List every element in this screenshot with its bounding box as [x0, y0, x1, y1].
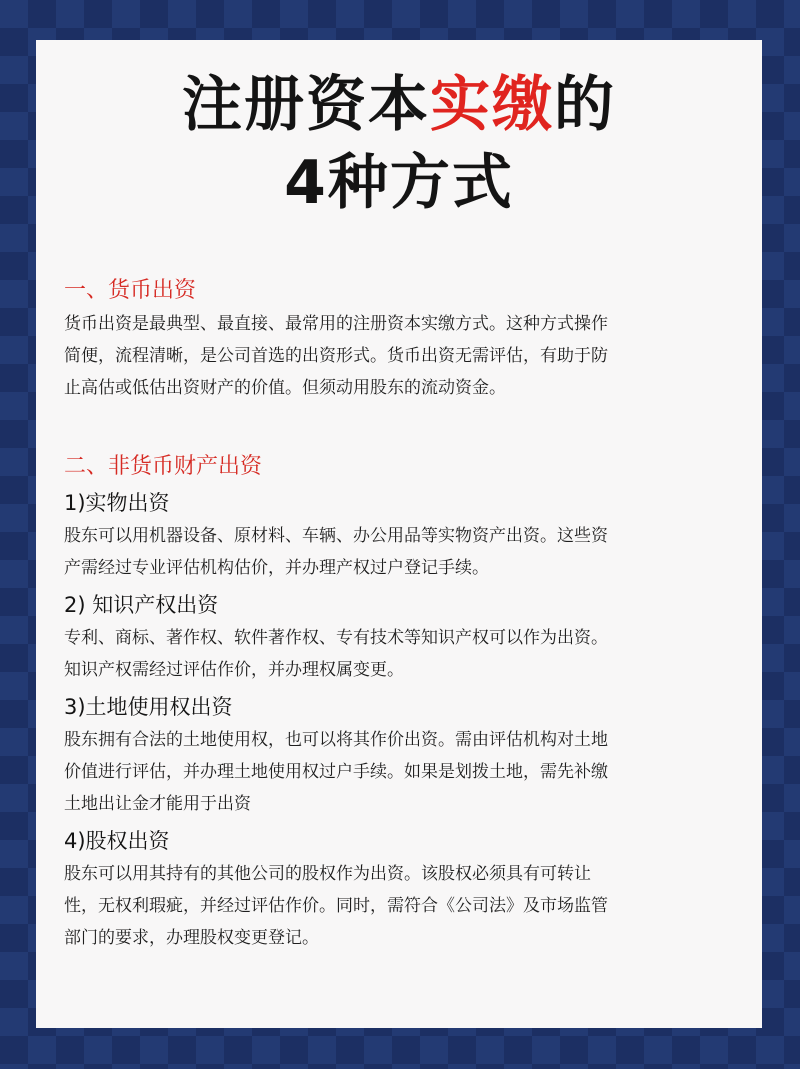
title-highlight: 实缴 — [430, 70, 554, 140]
item-title-physical: 1)实物出资 — [64, 491, 170, 515]
item-title-land: 3)土地使用权出资 — [64, 695, 233, 719]
paragraph-line: 产需经过专业评估机构估价，并办理产权过户登记手续。 — [64, 558, 489, 578]
content-card — [36, 40, 762, 1028]
paragraph-line: 性，无权利瑕疵，并经过评估作价。同时，需符合《公司法》及市场监管 — [64, 896, 608, 916]
item-title-equity: 4)股权出资 — [64, 829, 170, 853]
paragraph-line: 价值进行评估，并办理土地使用权过户手续。如果是划拨土地，需先补缴 — [64, 762, 608, 782]
paragraph-line: 简便，流程清晰，是公司首选的出资形式。货币出资无需评估，有助于防 — [64, 346, 608, 366]
paragraph-line: 部门的要求，办理股权变更登记。 — [64, 928, 319, 948]
paragraph-line: 股东可以用其持有的其他公司的股权作为出资。该股权必须具有可转让 — [64, 864, 591, 884]
section-heading-non-money: 二、非货币财产出资 — [64, 454, 263, 479]
section-heading-money: 一、货币出资 — [64, 278, 197, 303]
title-part-1: 注册资本 — [182, 70, 430, 140]
title-line-2: 4种方式 — [284, 148, 514, 218]
title-line-1 — [64, 66, 734, 144]
item-title-ip: 2) 知识产权出资 — [64, 593, 219, 617]
page-title — [64, 66, 734, 222]
paragraph-line: 股东可以用机器设备、原材料、车辆、办公用品等实物资产出资。这些资 — [64, 526, 608, 546]
title-part-2: 的 — [554, 70, 616, 140]
paragraph-line: 货币出资是最典型、最直接、最常用的注册资本实缴方式。这种方式操作 — [64, 314, 608, 334]
paragraph-line: 股东拥有合法的土地使用权，也可以将其作价出资。需由评估机构对土地 — [64, 730, 608, 750]
paragraph-line: 专利、商标、著作权、软件著作权、专有技术等知识产权可以作为出资。 — [64, 628, 608, 648]
paragraph-line: 土地出让金才能用于出资 — [64, 794, 251, 814]
paragraph-line: 知识产权需经过评估作价，并办理权属变更。 — [64, 660, 404, 680]
paragraph-line: 止高估或低估出资财产的价值。但须动用股东的流动资金。 — [64, 378, 506, 398]
